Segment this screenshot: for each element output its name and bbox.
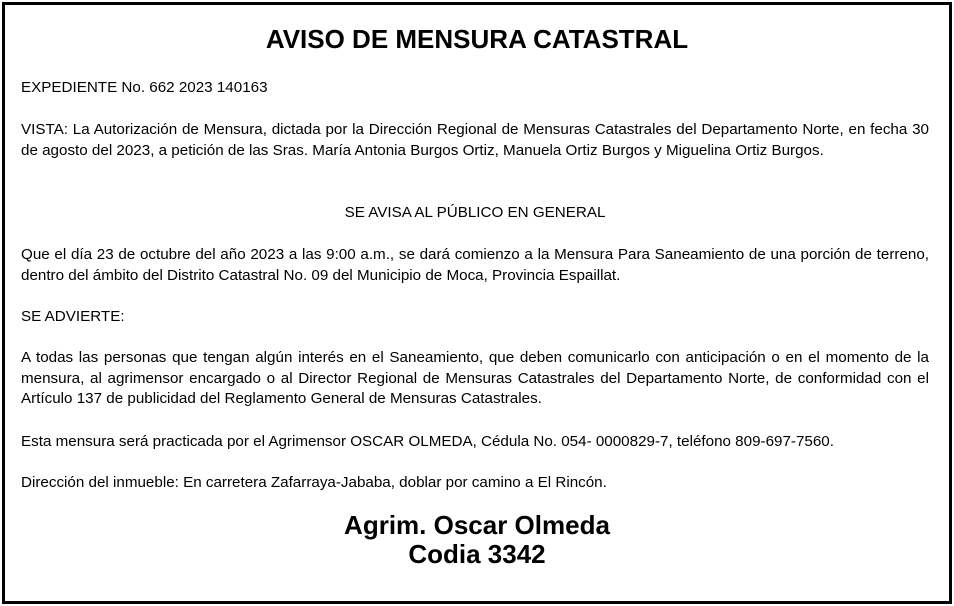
property-address-paragraph: Dirección del inmueble: En carretera Zafarraya-Jababa, doblar por camino a El Rincón. [21,474,607,491]
warning-heading: SE ADVIERTE: [21,308,125,325]
vista-paragraph: VISTA: La Autorización de Mensura, dictada por la Dirección Regional de Mensuras Catastrales del Departamento Norte, en fecha 30 de agosto del 2023, a petición de las Sras. María Antonia Burgos Ortiz, Manuela Ortiz Burgos y Miguelina Ortiz Burgos. [21,121,929,159]
surveyor-paragraph: Esta mensura será practicada por el Agrimensor OSCAR OLMEDA, Cédula No. 054- 0000829-7, teléfono 809-697-7560. [21,433,834,450]
legal-notice-box [2,2,952,604]
signature-block [5,511,949,569]
expediente-number: EXPEDIENTE No. 662 2023 140163 [21,79,268,96]
survey-date-paragraph: Que el día 23 de octubre del año 2023 a las 9:00 a.m., se dará comienzo a la Mensura Para Saneamiento de una porción de terreno, dentro del ámbito del Distrito Catastral No. 09 del Municipio de Moca, Provincia Espaillat. [21,246,929,284]
warning-paragraph: A todas las personas que tengan algún interés en el Saneamiento, que deben comunicarlo con anticipación o en el momento de la mensura, al agrimensor encargado o al Director Regional de Mensuras Catastrales del Departamento Norte, de conformidad con el Artículo 137 de publicidad del Reglamento General de Mensuras Catastrales. [21,349,929,407]
signature-codia: Codia 3342 [408,539,546,569]
public-notice-heading: SE AVISA AL PÚBLICO EN GENERAL [344,204,606,221]
signature-name: Agrim. Oscar Olmeda [344,510,610,540]
notice-title: AVISO DE MENSURA CATASTRAL [265,24,689,54]
